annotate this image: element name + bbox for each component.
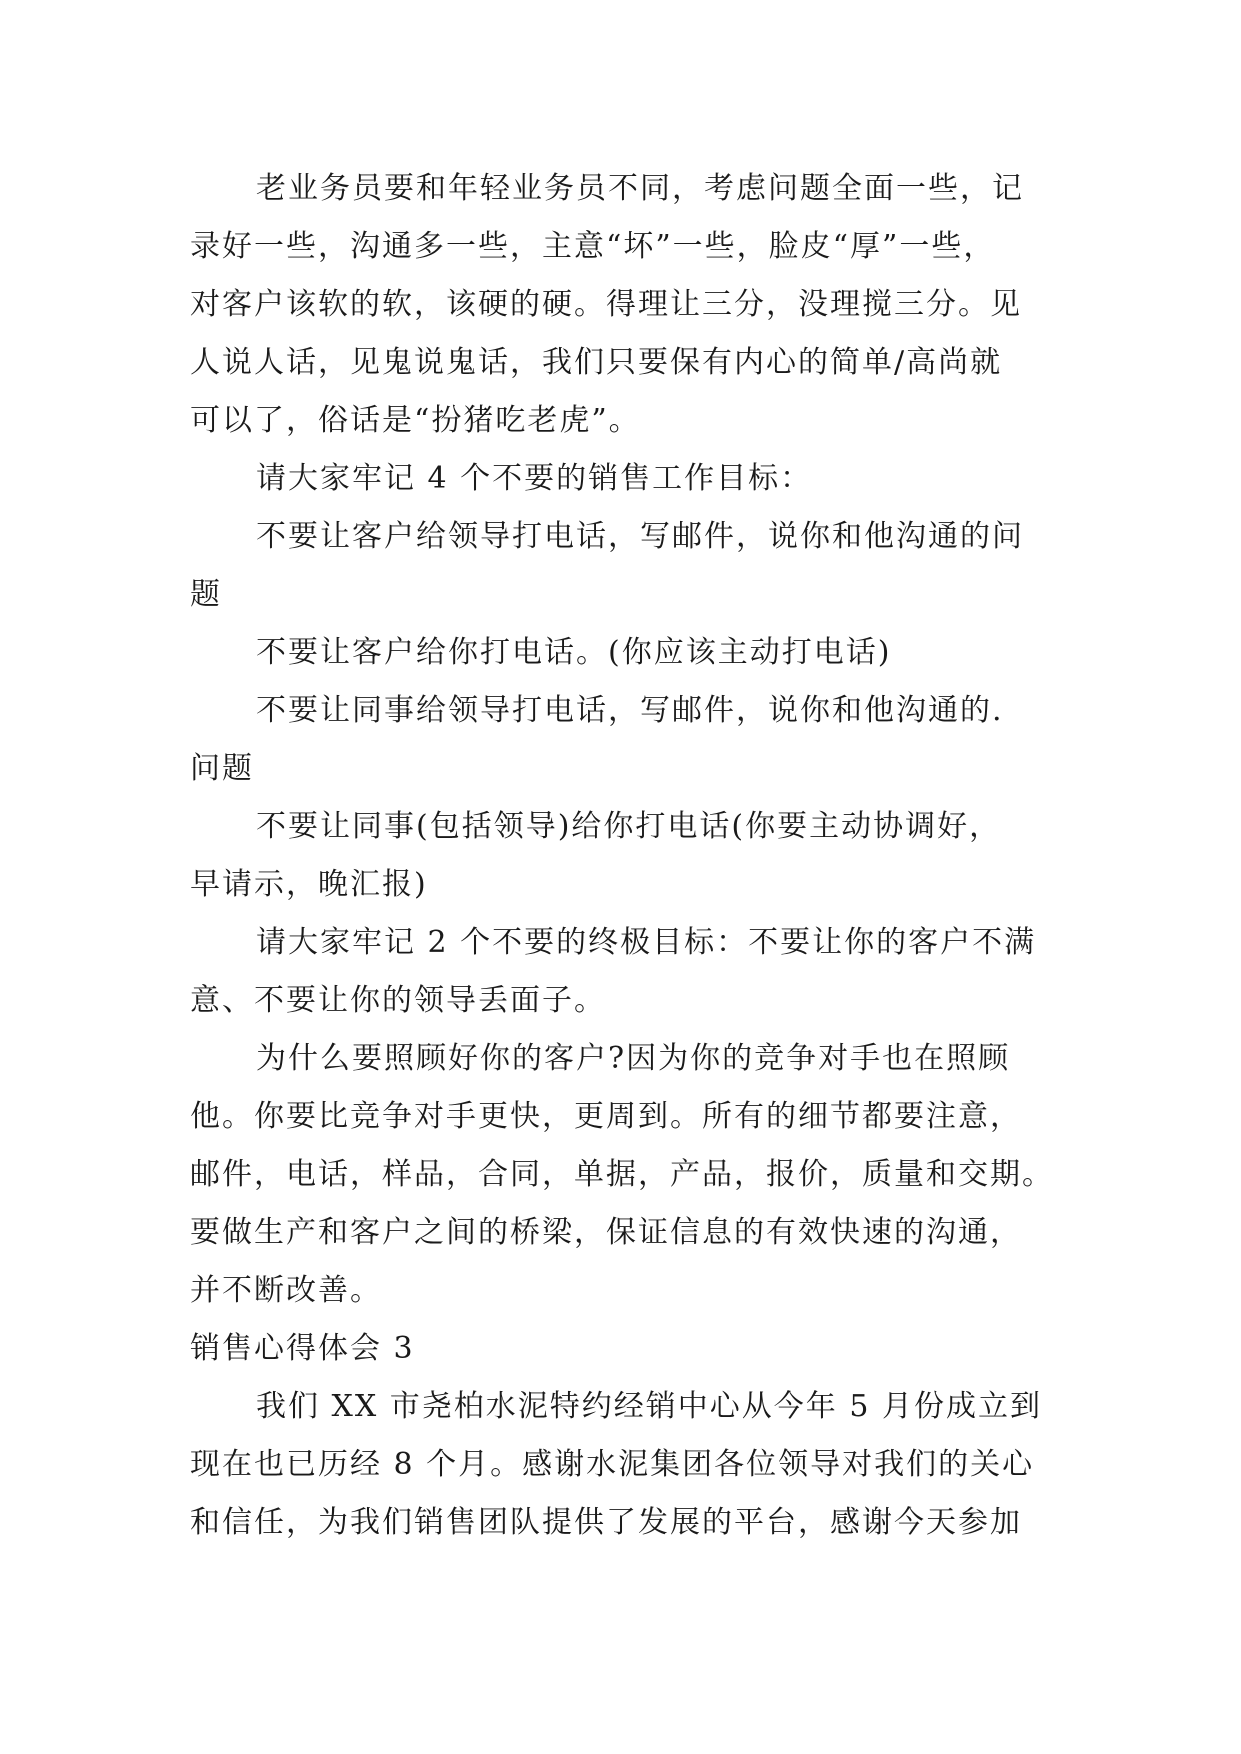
text-line: 对客户该软的软，该硬的硬。得理让三分，没理搅三分。见: [190, 287, 1022, 322]
text-line: 不要让同事(包括领导)给你打电话(你要主动协调好，: [256, 809, 1002, 844]
text-line: 人说人话，见鬼说鬼话，我们只要保有内心的简单/高尚就: [190, 345, 1003, 380]
text-line: 和信任，为我们销售团队提供了发展的平台，感谢今天参加: [190, 1505, 1022, 1540]
text-line: 老业务员要和年轻业务员不同，考虑问题全面一些，记: [256, 171, 1024, 206]
text-line: 早请示，晚汇报): [190, 867, 428, 902]
text-line: 不要让客户给领导打电话，写邮件，说你和他沟通的问: [256, 519, 1024, 554]
document-body: [190, 160, 1090, 1552]
text-line: 要做生产和客户之间的桥梁，保证信息的有效快速的沟通，: [190, 1215, 1022, 1250]
text-line: 不要让同事给领导打电话，写邮件，说你和他沟通的.: [256, 693, 1004, 728]
text-line: 现在也已历经 8 个月。感谢水泥集团各位领导对我们的关心: [190, 1447, 1035, 1482]
text-line: 我们 XX 市尧柏水泥特约经销中心从今年 5 月份成立到: [256, 1389, 1042, 1424]
text-line: 可以了，俗话是“扮猪吃老虎”。: [190, 403, 641, 438]
text-line: 他。你要比竞争对手更快，更周到。所有的细节都要注意，: [190, 1099, 1022, 1134]
text-line: 邮件，电话，样品，合同，单据，产品，报价，质量和交期。: [190, 1157, 1054, 1192]
text-line: 请大家牢记 4 个不要的销售工作目标：: [256, 461, 813, 496]
text-line: 录好一些，沟通多一些，主意“坏”一些，脸皮“厚”一些，: [190, 229, 996, 264]
text-line: 题: [190, 577, 222, 612]
text-line: 并不断改善。: [190, 1273, 382, 1308]
text-line: 为什么要照顾好你的客户?因为你的竞争对手也在照顾: [256, 1041, 1011, 1076]
text-line: 不要让客户给你打电话。(你应该主动打电话): [256, 635, 892, 670]
text-line: 请大家牢记 2 个不要的终极目标：不要让你的客户不满: [256, 925, 1037, 960]
section-heading: 销售心得体会 3: [190, 1331, 415, 1366]
text-line: 问题: [190, 751, 254, 786]
text-line: 意、不要让你的领导丢面子。: [190, 983, 606, 1018]
